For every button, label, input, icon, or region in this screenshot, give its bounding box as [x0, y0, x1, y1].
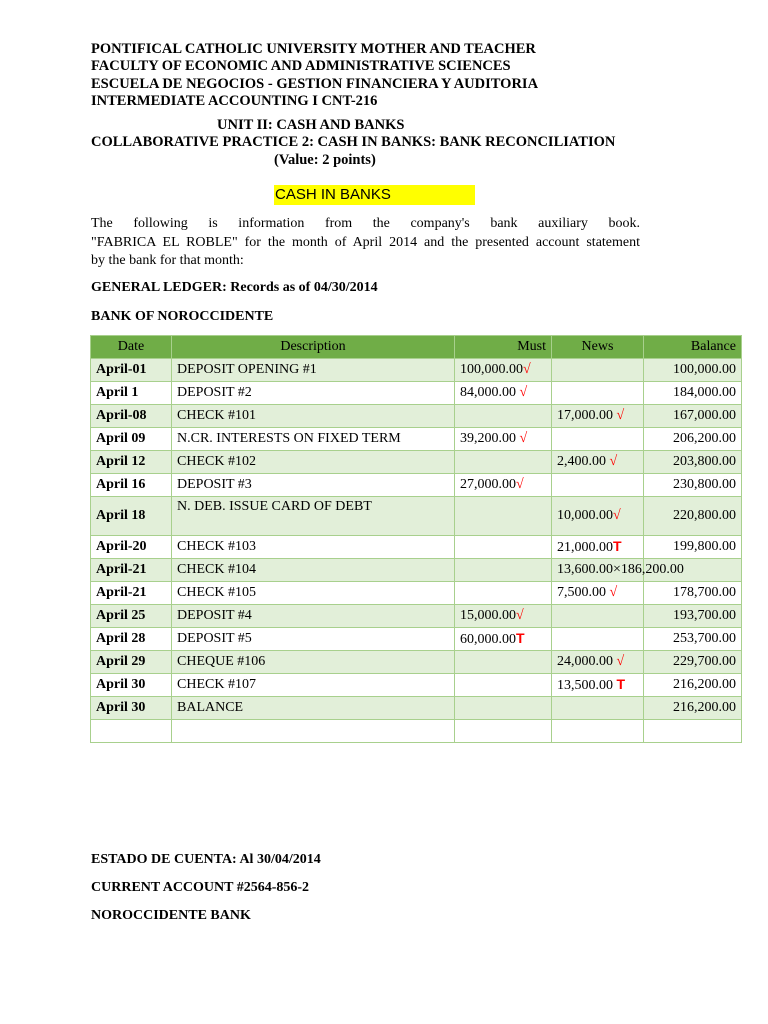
must-amount: 39,200.00 — [460, 431, 520, 446]
news-cell — [552, 697, 644, 720]
date-cell: April 28 — [91, 628, 172, 651]
balance-cell: 193,700.00 — [644, 605, 742, 628]
must-cell — [455, 697, 552, 720]
must-cell — [455, 605, 552, 628]
must-cell — [455, 651, 552, 674]
news-amount: 21,000.00 — [557, 540, 613, 555]
col-header-balance: Balance — [644, 336, 742, 359]
table-row — [91, 474, 742, 497]
col-header-news: News — [552, 336, 644, 359]
description-cell: CHECK #107 — [172, 674, 455, 697]
must-cell — [455, 451, 552, 474]
news-cell — [552, 674, 644, 697]
ledger-table — [90, 335, 742, 743]
balance-cell: 178,700.00 — [644, 582, 742, 605]
balance-cell: 100,000.00 — [644, 359, 742, 382]
news-cell — [552, 451, 644, 474]
check-mark: √ — [609, 585, 618, 600]
date-cell: April 25 — [91, 605, 172, 628]
balance-cell: 229,700.00 — [644, 651, 742, 674]
description-cell: DEPOSIT #3 — [172, 474, 455, 497]
date-cell: April 1 — [91, 382, 172, 405]
news-amount: 2,400.00 — [557, 454, 610, 469]
date-cell: April 09 — [91, 428, 172, 451]
description-cell: CHEQUE #106 — [172, 651, 455, 674]
description-cell: DEPOSIT #2 — [172, 382, 455, 405]
practice-value: (Value: 2 points) — [274, 151, 376, 168]
must-cell — [455, 536, 552, 559]
description-cell: CHECK #105 — [172, 582, 455, 605]
col-header-description: Description — [172, 336, 455, 359]
check-mark: √ — [516, 477, 524, 492]
news-cell — [552, 536, 644, 559]
check-mark: √ — [523, 362, 531, 377]
news-amount: 13,500.00 — [557, 678, 617, 693]
news-amount: 10,000.00 — [557, 508, 613, 523]
description-cell: N.CR. INTERESTS ON FIXED TERM — [172, 428, 455, 451]
check-mark: √ — [519, 385, 528, 400]
intro-line-2: "FABRICA EL ROBLE" for the month of April 2014 and the presented account statement — [91, 234, 640, 250]
table-row — [91, 382, 742, 405]
x-mark: × — [613, 562, 621, 577]
must-amount: 60,000.00 — [460, 632, 516, 647]
table-row — [91, 628, 742, 651]
description-cell: DEPOSIT #4 — [172, 605, 455, 628]
news-amount: 13,600.00 — [557, 562, 613, 577]
news-amount: 24,000.00 — [557, 654, 617, 669]
check-mark: √ — [613, 508, 621, 523]
must-amount: 84,000.00 — [460, 385, 520, 400]
intro-paragraph — [91, 215, 640, 271]
school-name: ESCUELA DE NEGOCIOS - GESTION FINANCIERA Y AUDITORIA — [91, 75, 539, 92]
must-cell — [455, 428, 552, 451]
table-row — [91, 451, 742, 474]
table-row — [91, 651, 742, 674]
news-cell — [552, 582, 644, 605]
faculty-name: FACULTY OF ECONOMIC AND ADMINISTRATIVE SCIENCES — [91, 58, 511, 75]
table-row — [91, 428, 742, 451]
news-cell — [552, 628, 644, 651]
check-mark: √ — [516, 608, 524, 623]
balance-cell: 199,800.00 — [644, 536, 742, 559]
general-ledger-label: GENERAL LEDGER: Records as of 04/30/2014 — [91, 280, 378, 295]
news-amount: 17,000.00 — [557, 408, 617, 423]
balance-cell: 216,200.00 — [644, 697, 742, 720]
table-row — [91, 582, 742, 605]
course-name: INTERMEDIATE ACCOUNTING I CNT-216 — [91, 92, 378, 109]
table-row — [91, 359, 742, 382]
col-header-must: Must — [455, 336, 552, 359]
date-cell — [91, 720, 172, 743]
balance-cell: 230,800.00 — [644, 474, 742, 497]
intro-line-1: The following is information from the company's bank auxiliary book. — [91, 216, 640, 231]
balance-cell: 220,800.00 — [644, 497, 742, 536]
description-cell — [172, 720, 455, 743]
university-name: PONTIFICAL CATHOLIC UNIVERSITY MOTHER AND TEACHER — [91, 41, 536, 57]
must-cell — [455, 382, 552, 405]
table-row — [91, 697, 742, 720]
date-cell: April 18 — [91, 497, 172, 536]
table-row — [91, 405, 742, 428]
balance-cell: 253,700.00 — [644, 628, 742, 651]
date-cell: April 16 — [91, 474, 172, 497]
must-cell — [455, 405, 552, 428]
balance-cell: 203,800.00 — [644, 451, 742, 474]
must-amount: 100,000.00 — [460, 362, 523, 377]
date-cell: April 30 — [91, 674, 172, 697]
must-cell — [455, 582, 552, 605]
table-row — [91, 720, 742, 743]
balance-cell: 184,000.00 — [644, 382, 742, 405]
section-title-highlight: CASH IN BANKS — [274, 185, 475, 205]
practice-title: COLLABORATIVE PRACTICE 2: CASH IN BANKS: BANK RECONCILIATION — [91, 134, 616, 151]
date-cell: April 30 — [91, 697, 172, 720]
description-cell: DEPOSIT #5 — [172, 628, 455, 651]
check-mark: √ — [616, 654, 625, 669]
intro-line-3: by the bank for that month: — [91, 253, 244, 268]
unit-title: UNIT II: CASH AND BANKS — [217, 117, 405, 133]
overflow-balance: 186,200.00 — [620, 562, 684, 577]
t-mark: T — [616, 676, 626, 692]
table-row — [91, 536, 742, 559]
check-mark: √ — [519, 431, 528, 446]
must-cell — [455, 359, 552, 382]
date-cell: April-21 — [91, 582, 172, 605]
description-cell: N. DEB. ISSUE CARD OF DEBT — [172, 497, 455, 536]
news-cell — [552, 559, 684, 582]
unit-heading — [91, 117, 615, 169]
description-cell: CHECK #103 — [172, 536, 455, 559]
must-cell — [455, 497, 552, 536]
news-cell — [552, 428, 644, 451]
date-cell: April 29 — [91, 651, 172, 674]
description-cell: BALANCE — [172, 697, 455, 720]
date-cell: April-20 — [91, 536, 172, 559]
must-cell — [455, 559, 552, 582]
news-cell — [552, 382, 644, 405]
news-cell — [552, 720, 644, 743]
news-cell — [552, 605, 644, 628]
date-cell: April-08 — [91, 405, 172, 428]
description-cell: CHECK #102 — [172, 451, 455, 474]
table-row — [91, 605, 742, 628]
must-amount: 27,000.00 — [460, 477, 516, 492]
account-label: CURRENT ACCOUNT #2564-856-2 — [91, 880, 310, 895]
news-cell — [552, 651, 644, 674]
t-mark: T — [613, 538, 622, 554]
table-row — [91, 497, 742, 536]
date-cell: April 12 — [91, 451, 172, 474]
must-cell — [455, 674, 552, 697]
news-cell — [552, 474, 644, 497]
must-cell — [455, 720, 552, 743]
ledger-header-row — [91, 336, 742, 359]
must-cell — [455, 474, 552, 497]
description-cell: CHECK #101 — [172, 405, 455, 428]
balance-cell: 167,000.00 — [644, 405, 742, 428]
t-mark: T — [516, 630, 525, 646]
table-row — [91, 674, 742, 697]
bank-label: BANK OF NOROCCIDENTE — [91, 309, 274, 324]
bank-name-label: NOROCCIDENTE BANK — [91, 908, 251, 923]
date-cell: April-01 — [91, 359, 172, 382]
check-mark: √ — [616, 408, 625, 423]
news-cell — [552, 405, 644, 428]
must-amount: 15,000.00 — [460, 608, 516, 623]
balance-cell: 216,200.00 — [644, 674, 742, 697]
description-cell: DEPOSIT OPENING #1 — [172, 359, 455, 382]
check-mark: √ — [609, 454, 618, 469]
balance-cell — [644, 720, 742, 743]
news-cell — [552, 359, 644, 382]
news-cell — [552, 497, 644, 536]
must-cell — [455, 628, 552, 651]
balance-cell: 206,200.00 — [644, 428, 742, 451]
news-amount: 7,500.00 — [557, 585, 610, 600]
description-cell: CHECK #104 — [172, 559, 455, 582]
document-header — [91, 41, 538, 110]
date-cell: April-21 — [91, 559, 172, 582]
col-header-date: Date — [91, 336, 172, 359]
table-row — [91, 559, 742, 582]
statement-label: ESTADO DE CUENTA: Al 30/04/2014 — [91, 852, 321, 867]
